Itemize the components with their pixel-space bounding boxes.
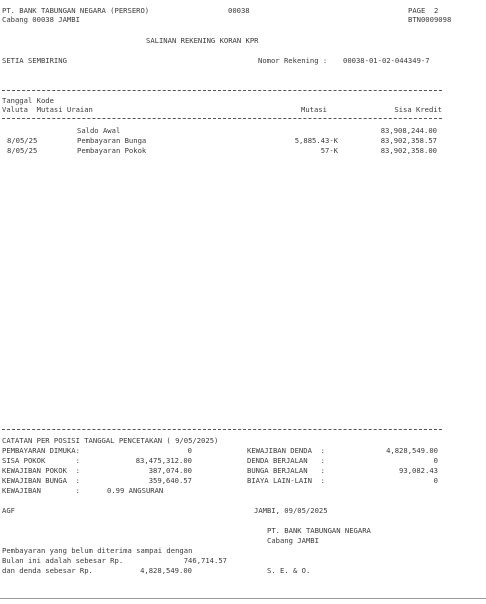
row-desc: Saldo Awal <box>77 126 121 135</box>
row-balance: 83,902,358.57 <box>380 136 437 145</box>
page-bottom-border <box>0 598 486 599</box>
customer-name: SETIA SEMBIRING <box>2 56 67 65</box>
note-value: 4,828,549.00 <box>386 446 438 455</box>
col-mutasi-amount: Mutasi <box>301 105 327 114</box>
row-date: 8/05/25 <box>7 146 38 155</box>
col-sisa-kredit: Sisa Kredit <box>394 105 442 114</box>
note-label: BIAYA LAIN-LAIN : <box>247 476 325 485</box>
installment-value: 0.99 ANGSURAN <box>107 486 164 495</box>
note-label: KEWAJIBAN POKOK : <box>2 466 80 475</box>
footer-signoff: S. E. & O. <box>267 566 311 575</box>
notes-title: CATATAN PER POSISI TANGGAL PENCETAKAN ( 9/05/2025) <box>2 436 219 445</box>
page-label-text: PAGE <box>408 6 426 15</box>
note-label: PEMBAYARAN DIMUKA: <box>2 446 80 455</box>
note-label: SISA POKOK : <box>2 456 80 465</box>
note-label: KEWAJIBAN BUNGA : <box>2 476 80 485</box>
account-label: Nomor Rekening : <box>258 56 328 65</box>
note-value: 93,082.43 <box>399 466 438 475</box>
row-balance: 83,902,358.00 <box>380 146 437 155</box>
installment-label: KEWAJIBAN : <box>2 486 80 495</box>
divider-header <box>2 118 442 119</box>
divider-notes <box>2 429 442 430</box>
note-label: KEWAJIBAN DENDA : <box>247 446 325 455</box>
col-tanggal: Tanggal <box>2 96 33 105</box>
note-value: 0 <box>433 456 438 465</box>
note-label: BUNGA BERJALAN : <box>247 466 325 475</box>
footer-place-date: JAMBI, 09/05/2025 <box>254 506 328 515</box>
footer-note-line1: Pembayaran yang belum diterima sampai dengan <box>2 546 193 555</box>
account-number: 00038-01-02-044349-7 <box>343 56 430 65</box>
note-value: 359,640.57 <box>148 476 192 485</box>
col-kode: Kode <box>36 96 54 105</box>
row-desc: Pembayaran Bunga <box>77 136 147 145</box>
row-desc: Pembayaran Pokok <box>77 146 147 155</box>
col-valuta-header <box>2 106 93 113</box>
col-mutasi: Mutasi <box>36 105 63 114</box>
footer-bank-name: PT. BANK TABUNGAN NEGARA <box>267 526 371 535</box>
divider-top <box>2 90 442 91</box>
note-label: DENDA BERJALAN : <box>247 456 325 465</box>
footer-note-line2-label: Bulan ini adalah sebesar Rp. <box>2 556 124 565</box>
bank-name: PT. BANK TABUNGAN NEGARA (PERSERO) <box>2 6 150 15</box>
col-tanggal-header <box>2 97 54 104</box>
note-value: 0 <box>187 446 192 455</box>
doc-code: BTN0009098 <box>408 15 452 24</box>
footer-note-line3-label: dan denda sebesar Rp. <box>2 566 93 575</box>
note-value: 83,475,312.00 <box>135 456 192 465</box>
footer-branch: Cabang JAMBI <box>267 536 319 545</box>
page-label <box>408 7 438 14</box>
branch-name: Cabang 00038 JAMBI <box>2 15 80 24</box>
page-number: 2 <box>433 6 439 15</box>
footer-note-line3-value: 4,828,549.00 <box>140 566 192 575</box>
doc-title: SALINAN REKENING KORAN KPR <box>146 36 259 45</box>
branch-code: 00038 <box>228 6 250 15</box>
note-value: 0 <box>433 476 438 485</box>
row-amount: 57-K <box>320 146 338 155</box>
col-uraian: Uraian <box>66 105 93 114</box>
footer-note-line2-value: 746,714.57 <box>183 556 227 565</box>
row-amount: 5,885.43-K <box>294 136 338 145</box>
col-valuta: Valuta <box>2 105 28 114</box>
note-value: 387,074.00 <box>148 466 192 475</box>
row-date: 8/05/25 <box>7 136 38 145</box>
footer-initials: AGF <box>2 506 15 515</box>
row-balance: 83,908,244.00 <box>380 126 437 135</box>
